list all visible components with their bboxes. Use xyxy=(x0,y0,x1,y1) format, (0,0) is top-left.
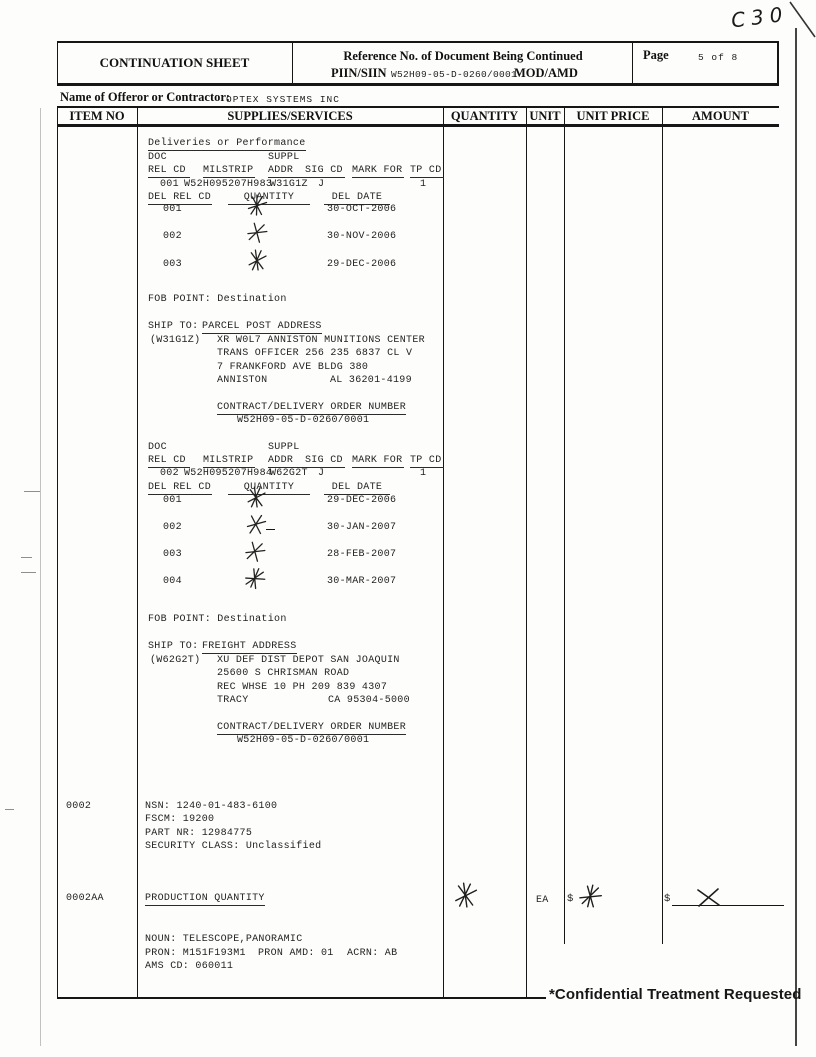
contract-order-label: CONTRACT/DELIVERY ORDER NUMBER xyxy=(217,722,407,733)
ship-to-type: FREIGHT ADDRESS xyxy=(202,641,297,652)
addr-value: W62G2T xyxy=(270,468,308,479)
ship-to-state-zip: CA 95304-5000 xyxy=(328,695,410,706)
form-title: CONTINUATION SHEET xyxy=(99,55,250,70)
mod-amd-label: MOD/AMD xyxy=(514,66,578,80)
redacted-amount-cross-icon xyxy=(694,886,724,910)
redacted-unit-price-star-icon xyxy=(576,882,605,911)
ship-to-type: PARCEL POST ADDRESS xyxy=(202,321,322,332)
ship-to-city: TRACY xyxy=(217,695,249,706)
offeror-label: Name of Offeror or Contractor: xyxy=(60,90,231,104)
redacted-quantity-star-icon xyxy=(241,564,270,593)
doc-label: DOC xyxy=(148,152,167,163)
del-rel-value: 001 xyxy=(163,495,182,506)
del-rel-value: 002 xyxy=(163,231,182,242)
stray-pen-dash xyxy=(266,529,275,530)
del-date-value: 30-NOV-2006 xyxy=(327,231,397,242)
header-box-right-border xyxy=(777,41,779,85)
col-divider-amount xyxy=(662,106,663,944)
amount-fill-line xyxy=(672,905,784,906)
tp-cd-value: 1 xyxy=(420,179,427,190)
sig-cd-value: J xyxy=(318,468,325,479)
col-header-supplies: SUPPLIES/SERVICES xyxy=(227,109,353,123)
table-bottom-border xyxy=(57,997,546,999)
ams-cd-line: AMS CD: 060011 xyxy=(145,961,234,972)
reference-label: Reference No. of Document Being Continued xyxy=(343,49,583,63)
del-date-value: 30-JAN-2007 xyxy=(327,522,397,533)
contract-order-label: CONTRACT/DELIVERY ORDER NUMBER xyxy=(217,402,407,413)
deliveries-title: Deliveries or Performance xyxy=(148,138,306,149)
mark-for-header: MARK FOR xyxy=(352,455,403,466)
mark-for-header: MARK FOR xyxy=(352,165,403,176)
sig-cd-header: SIG CD xyxy=(305,454,345,468)
ship-to-line: XR W0L7 ANNISTON MUNITIONS CENTER xyxy=(217,335,425,346)
pron-value: PRON: M151F193M1 xyxy=(145,948,246,959)
rel-cd-value: 001 xyxy=(160,179,179,190)
del-date-value: 30-OCT-2006 xyxy=(327,204,397,215)
addr-header: ADDR xyxy=(268,164,306,178)
del-rel-value: 004 xyxy=(163,576,182,587)
col-header-item-no: ITEM NO xyxy=(69,109,125,123)
col-header-quantity: QUANTITY xyxy=(450,109,519,123)
scan-edge-left xyxy=(40,108,41,1046)
del-rel-cd-header: DEL REL CD xyxy=(148,482,212,493)
rel-cd-header: REL CD xyxy=(148,164,190,178)
col-divider-unitprice xyxy=(564,106,565,944)
fob-point: FOB POINT: Destination xyxy=(148,294,287,305)
page-label: Page xyxy=(643,48,669,62)
unit-value: EA xyxy=(536,895,549,906)
production-quantity-title: PRODUCTION QUANTITY xyxy=(145,893,265,904)
milstrip-value: W52H095207H983 xyxy=(184,179,273,190)
page-value: 5 of 8 xyxy=(698,52,739,63)
suppl-label: SUPPL xyxy=(268,152,300,163)
scan-edge-right xyxy=(795,28,797,1046)
col-divider-quantity xyxy=(443,106,444,999)
redacted-quantity-star-icon xyxy=(243,484,268,509)
part-nr-line: PART NR: 12984775 xyxy=(145,828,253,839)
noun-line: NOUN: TELESCOPE,PANORAMIC xyxy=(145,934,303,945)
col-header-amount: AMOUNT xyxy=(692,109,749,123)
margin-tick xyxy=(21,557,32,558)
redacted-quantity-star-icon xyxy=(450,880,481,910)
milstrip-header: MILSTRIP xyxy=(203,165,254,176)
sig-cd-value: J xyxy=(318,179,325,190)
header-box-top-border xyxy=(57,41,779,43)
ship-to-line: 25600 S CHRISMAN ROAD xyxy=(217,668,350,679)
del-date-value: 29-DEC-2006 xyxy=(327,259,397,270)
rel-cd-value: 002 xyxy=(160,468,179,479)
redacted-quantity-star-icon xyxy=(244,219,270,245)
tp-cd-header: TP CD xyxy=(410,454,444,468)
pron-amd-value: PRON AMD: 01 xyxy=(258,948,334,959)
tp-cd-value: 1 xyxy=(420,468,427,479)
col-header-unit-price: UNIT PRICE xyxy=(576,109,650,123)
ship-to-line: TRANS OFFICER 256 235 6837 CL V xyxy=(217,348,413,359)
margin-tick xyxy=(5,809,14,810)
margin-tick xyxy=(24,491,40,492)
table-header-bottom-border xyxy=(57,124,779,127)
nsn-line: NSN: 1240-01-483-6100 xyxy=(145,801,278,812)
table-left-border xyxy=(57,106,58,999)
del-rel-value: 003 xyxy=(163,549,182,560)
del-date-value: 29-DEC-2006 xyxy=(327,495,397,506)
del-rel-value: 003 xyxy=(163,259,182,270)
del-rel-value: 001 xyxy=(163,204,182,215)
unit-price-currency: $ xyxy=(567,893,574,905)
contract-order-number: W52H09-05-D-0260/0001 xyxy=(237,415,370,426)
suppl-label: SUPPL xyxy=(268,442,300,453)
addr-header: ADDR xyxy=(268,454,306,468)
item-number: 0002 xyxy=(66,801,92,812)
tp-cd-header: TP CD xyxy=(410,164,444,178)
col-divider-itemno xyxy=(137,106,138,999)
page-corner-fold-line xyxy=(787,0,816,40)
security-class-line: SECURITY CLASS: Unclassified xyxy=(145,841,322,852)
amount-currency: $ xyxy=(664,893,671,905)
acrn-value: ACRN: AB xyxy=(347,948,398,959)
ship-to-code: (W31G1Z) xyxy=(150,335,201,346)
milstrip-header: MILSTRIP xyxy=(203,455,254,466)
addr-value: W31G1Z xyxy=(270,179,308,190)
piin-label: PIIN/SIIN xyxy=(331,66,387,80)
header-divider-1 xyxy=(292,41,293,83)
quantity-header: QUANTITY xyxy=(228,481,310,495)
del-rel-cd-header: DEL REL CD xyxy=(148,192,212,203)
redacted-quantity-star-icon xyxy=(242,538,268,564)
handwritten-c30-annotation: C30 xyxy=(729,1,790,33)
ship-to-code: (W62G2T) xyxy=(150,655,201,666)
del-date-header: DEL DATE xyxy=(324,481,390,495)
piin-value: W52H09-05-D-0260/0001 xyxy=(391,69,518,80)
del-date-value: 28-FEB-2007 xyxy=(327,549,397,560)
rel-cd-header: REL CD xyxy=(148,454,190,468)
contract-order-number: W52H09-05-D-0260/0001 xyxy=(237,735,370,746)
fscm-line: FSCM: 19200 xyxy=(145,814,215,825)
ship-to-label: SHIP TO: xyxy=(148,641,199,652)
quantity-header: QUANTITY xyxy=(228,191,310,205)
ship-to-line: REC WHSE 10 PH 209 839 4307 xyxy=(217,682,388,693)
header-divider-2 xyxy=(632,41,633,83)
ship-to-line: XU DEF DIST DEPOT SAN JOAQUIN xyxy=(217,655,400,666)
col-header-unit: UNIT xyxy=(529,109,561,123)
fob-point: FOB POINT: Destination xyxy=(148,614,287,625)
table-top-border xyxy=(57,106,779,108)
ship-to-line: 7 FRANKFORD AVE BLDG 380 xyxy=(217,362,369,373)
redacted-quantity-star-icon xyxy=(244,247,269,272)
margin-tick xyxy=(21,572,36,573)
del-date-header: DEL DATE xyxy=(324,191,390,205)
ship-to-state-zip: AL 36201-4199 xyxy=(330,375,412,386)
sig-cd-header: SIG CD xyxy=(305,164,345,178)
col-divider-unit xyxy=(526,106,527,999)
redacted-quantity-star-icon xyxy=(245,513,267,535)
redacted-quantity-star-icon xyxy=(246,194,268,216)
del-date-value: 30-MAR-2007 xyxy=(327,576,397,587)
milstrip-value: W52H095207H984 xyxy=(184,468,273,479)
ship-to-city: ANNISTON xyxy=(217,375,268,386)
offeror-value: OPTEX SYSTEMS INC xyxy=(226,94,340,105)
doc-label: DOC xyxy=(148,442,167,453)
header-box-bottom-border xyxy=(57,83,779,86)
item-number: 0002AA xyxy=(66,893,104,904)
confidential-treatment-note: *Confidential Treatment Requested xyxy=(549,986,802,1003)
del-rel-value: 002 xyxy=(163,522,182,533)
ship-to-label: SHIP TO: xyxy=(148,321,199,332)
